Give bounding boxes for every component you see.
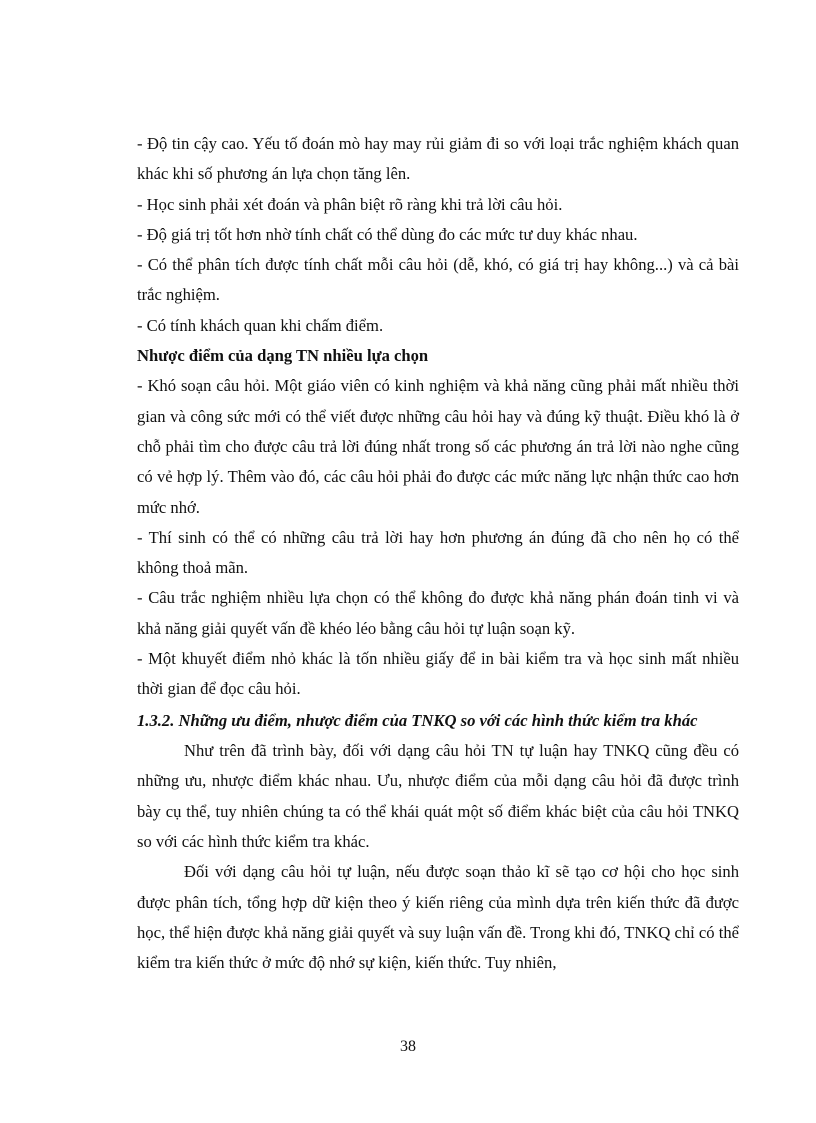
paragraph-analysis: - Có thể phân tích được tính chất mỗi câu hỏi (dễ, khó, có giá trị hay không...) và cả bài trắc nghiệm. — [137, 255, 739, 305]
disadvantage-item: - Khó soạn câu hỏi. Một giáo viên có kinh nghiệm và khả năng cũng phải mất nhiều thời gian và công sức mới có thể viết được những câu hỏi hay và đúng kỹ thuật. Điều khó là ở chỗ phải tìm cho được câu trả lời đúng nhất trong số các phương án trả lời nào nghe cũng có vẻ hợp lý. Thêm vào đó, các câu hỏi phải đo được các mức năng lực nhận thức cao hơn mức nhớ. — [137, 376, 739, 517]
paragraph-validity: - Độ giá trị tốt hơn nhờ tính chất có thể dùng đo các mức tư duy khác nhau. — [137, 224, 638, 244]
paragraph-discrimination: - Học sinh phải xét đoán và phân biệt rõ ràng khi trả lời câu hỏi. — [137, 194, 563, 214]
section-heading: 1.3.2. Những ưu điểm, nhược điểm của TNKQ so với các hình thức kiểm tra khác — [137, 710, 698, 730]
disadvantage-item: - Một khuyết điểm nhỏ khác là tốn nhiều giấy để in bài kiểm tra và học sinh mất nhiều thời gian để đọc câu hỏi. — [137, 649, 739, 699]
disadvantages-heading: Nhược điểm của dạng TN nhiều lựa chọn — [137, 346, 429, 366]
section-paragraph: Như trên đã trình bày, đối với dạng câu hỏi TN tự luận hay TNKQ cũng đều có những ưu, nhược điểm khác nhau. Ưu, nhược điểm của mỗi dạng câu hỏi đã được trình bày cụ thể, tuy nhiên chúng ta có thể khái quát một số điểm khác biệt của câu hỏi TNKQ so với các hình thức kiểm tra khác. — [137, 741, 739, 852]
section-paragraph: Đối với dạng câu hỏi tự luận, nếu được soạn thảo kĩ sẽ tạo cơ hội cho học sinh được phân tích, tổng hợp dữ kiện theo ý kiến riêng của mình dựa trên kiến thức đã được học, thể hiện được khả năng giải quyết và suy luận vấn đề. Trong khi đó, TNKQ chỉ có thể kiểm tra kiến thức ở mức độ nhớ sự kiện, kiến thức. Tuy nhiên, — [137, 862, 739, 973]
disadvantage-item: - Thí sinh có thể có những câu trả lời hay hơn phương án đúng đã cho nên họ có thể không thoả mãn. — [137, 527, 739, 578]
page-number: 38 — [400, 1038, 416, 1055]
page-body — [137, 129, 739, 979]
paragraph-objectivity: - Có tính khách quan khi chấm điểm. — [137, 315, 384, 335]
disadvantage-item: - Câu trắc nghiệm nhiều lựa chọn có thể không đo được khả năng phán đoán tinh vi và khả năng giải quyết vấn đề khéo léo bằng câu hỏi tự luận soạn kỹ. — [137, 588, 739, 638]
paragraph-reliability: - Độ tin cậy cao. Yếu tố đoán mò hay may rủi giảm đi so với loại trắc nghiệm khách quan khác khi số phương án lựa chọn tăng lên. — [137, 134, 739, 184]
